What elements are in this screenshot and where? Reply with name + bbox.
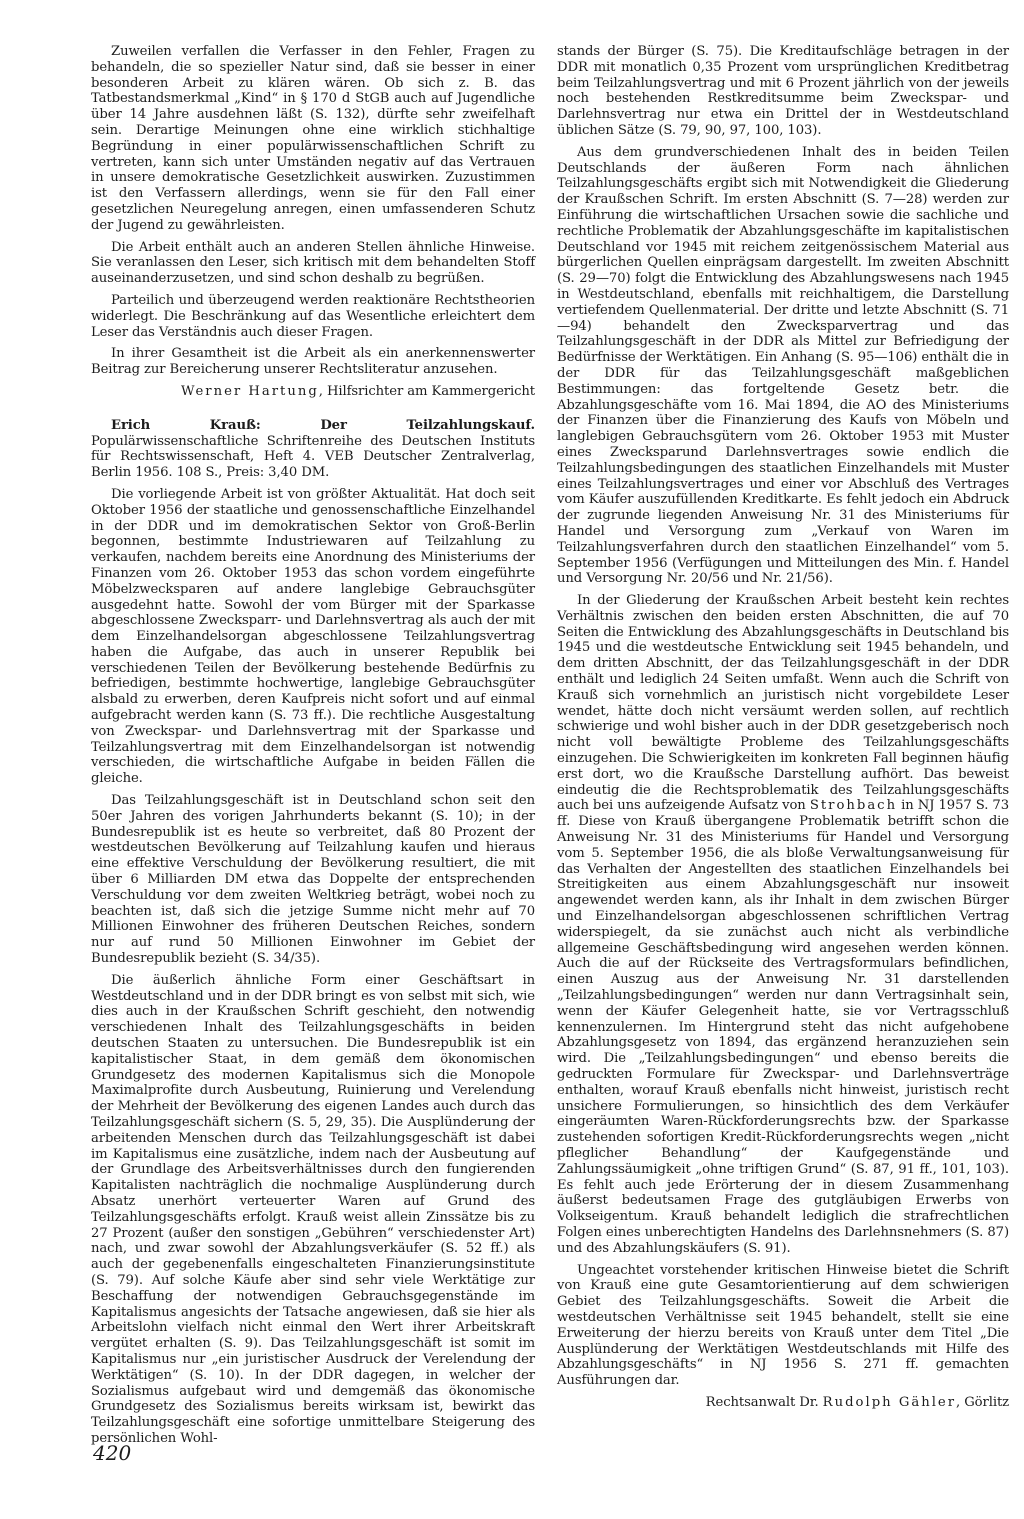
review-title: Erich Krauß: Der Teilzahlungskauf.: [111, 417, 535, 433]
cited-author: Strohbach: [809, 798, 898, 814]
reviewer-name: Werner Hartung: [181, 383, 319, 399]
reviewer-prefix: Rechtsanwalt Dr.: [705, 1394, 823, 1410]
reviewer-name: Rudolph Gähler: [822, 1394, 957, 1410]
paragraph: Ungeachtet vorstehender kritischen Hinweise bietet die Schrift von Krauß eine gute Gesamtorientierung auf dem schwierigen Gebiet des Teilzahlungsgeschäfts. Soweit die Arbeit die westdeutschen Verhältnisse seit 1945 behandelt, stellt sie eine Erweiterung der hierzu bereits von Krauß unter dem Titel „Die Ausplünderung der Werktätigen Westdeutschlands mit Hilfe des Abzahlungsgeschäfts“ in NJ 1956 S. 271 ff. gemachten Ausführungen dar.: [557, 1262, 1009, 1389]
right-column: [557, 44, 1009, 1411]
paragraph: Parteilich und überzeugend werden reaktionäre Rechtstheorien widerlegt. Die Beschränkung auf das Wesentliche erleichtert dem Leser das Verständnis auch dieser Fragen.: [91, 292, 535, 340]
paragraph: Aus dem grundverschiedenen Inhalt des in beiden Teilen Deutschlands der äußeren Form nach ähnlichen Teilzahlungsgeschäfts ergibt sich mit Notwendigkeit die Gliederung der Kraußschen Schrift. Im ersten Abschnitt (S. 7—28) werden zur Einführung die wirtschaftlichen Ursachen sowie die sachliche und rechtliche Problematik der Abzahlungsgeschäfte im kapitalistischen Deutschland vor 1945 mit reichem zeitgenössischem Material aus bürgerlichen Quellen einprägsam dargestellt. Im zweiten Abschnitt (S. 29—70) folgt die Entwicklung des Abzahlungswesens nach 1945 in Westdeutschland, ebenfalls mit reichhaltigem, die Darstellung vertiefendem Quellenmaterial. Der dritte und letzte Abschnitt (S. 71—94) behandelt den Zwecksparvertrag und das Teilzahlungsgeschäft in der DDR als Mittel zur Befriedigung der Bedürfnisse der Werktätigen. Ein Anhang (S. 95—106) enthält die in der DDR für das Teilzahlungsgeschäft maßgeblichen Bestimmungen: das fortgeltende Gesetz betr. die Abzahlungsgeschäfte vom 16. Mai 1894, die AO des Ministeriums der Finanzen über die Finanzierung des Kaufs von Möbeln und langlebigen Gebrauchsgütern vom 26. Oktober 1953 mit Muster eines Zwecksparund Darlehnsvertrages sowie endlich die Teilzahlungsbedingungen des staatlichen Einzelhandels mit Muster eines Teilzahlungsvertrages und einer vor Abschluß des Vertrages vom Käufer auszufüllenden Kreditkarte. Es fehlt jedoch ein Abdruck der zugrunde liegenden Anweisung Nr. 31 des Ministeriums für Handel und Versorgung zum „Verkauf von Waren im Teilzahlungsverfahren durch den staatlichen Einzelhandel“ vom 5. September 1956 (Verfügungen und Mitteilungen des Min. f. Handel und Versorgung Nr. 20/56 und Nr. 21/56).: [557, 144, 1010, 587]
paragraph: Die Arbeit enthält auch an anderen Stellen ähnliche Hinweise. Sie veranlassen den Leser, sich kritisch mit dem behandelten Stoff auseinanderzusetzen, und sind schon deshalb zu begrüßen.: [91, 239, 535, 287]
paragraph: In ihrer Gesamtheit ist die Arbeit als ein anerkennenswerter Beitrag zur Bereicherung unserer Rechtsliteratur anzusehen.: [91, 346, 535, 378]
reviewer-signature: [91, 384, 535, 400]
paragraph: stands der Bürger (S. 75). Die Kreditaufschläge betragen in der DDR mit monatlich 0,35 Prozent vom ursprünglichen Kreditbetrag beim Teilzahlungsvertrag und mit 6 Prozent jährlich von der jeweils noch bestehenden Restkreditsumme beim Zweckspar- und Darlehnsvertrag nur etwa ein Drittel der in Westdeutschland üblichen Sätze (S. 79, 90, 97, 100, 103).: [557, 44, 1009, 138]
paragraph-text: in NJ 1957 S. 73 ff. Diese von Krauß übergangene Problematik betrifft schon die Anweisung Nr. 31 des Ministeriums für Handel und Versorgung vom 5. September 1956, die als bloße Verwaltungsanweisung für das Verhalten der Angestellten des staatlichen Einzelhandels bei Streitigkeiten aus einem Abzahlungsgeschäft nur insoweit angewendet werden kann, als ihr Inhalt in dem zwischen Bürger und Einzelhandelsorgan abgeschlossenen schriftlichen Vertrag widerspiegelt, da sie zunächst auch nicht als verbindliche allgemeine Geschäftsbedingung wird angesehen werden können. Auch die auf der Rückseite des Vertragsformulars befindlichen, einen Auszug aus der Anweisung Nr. 31 darstellenden „Teilzahlungsbedingungen“ werden nur dann Vertragsinhalt sein, wenn der Käufer Gelegenheit hatte, sie vor Vertragsschluß kennenzulernen. Im Hintergrund steht das nicht aufgehobene Abzahlungsgesetz von 1894, das ergänzend heranzuziehen sein wird. Die „Teilzahlungsbedingungen“ und ebenso bereits die gedruckten Formulare für Zweckspar- und Darlehnsverträge enthalten, worauf Krauß ebenfalls nicht hinweist, juristisch recht unsichere Formulierungen, so hinsichtlich des dem Verkäufer eingeräumten Waren-Rückforderungsrechts bzw. der Sparkasse zustehenden sofortigen Kredit-Rückforderungsrechts wegen „nicht pfleglicher Behandlung“ der Kaufgegenstände und Zahlungssäumigkeit „ohne triftigen Grund“ (S. 87, 91 ff., 101, 103). Es fehlt auch jede Erörterung der in diesem Zusammenhang äußerst bedeutsamen Frage des gutgläubigen Erwerbs von Volkseigentum. Krauß behandelt lediglich die strafrechtlichen Folgen eines unberechtigten Handelns des Darlehnsnehmers (S. 87) und des Abzahlungskäufers (S. 91).: [557, 798, 1010, 1256]
paragraph: Die äußerlich ähnliche Form einer Geschäftsart in Westdeutschland und in der DDR bringt es von selbst mit sich, wie dies auch in der Kraußschen Schrift geschieht, den notwendig verschiedenen Inhalt des Teilzahlungsgeschäfts in beiden deutschen Staaten zu untersuchen. Die Bundesrepublik ist ein kapitalistischer Staat, in dem gemäß dem ökonomischen Grundgesetz des modernen Kapitalismus sich die Monopole Maximalprofite durch Ausbeutung, Ruinierung und Verelendung der Mehrheit der Bevölkerung des eigenen Landes auch durch das Teilzahlungsgeschäft sichern (S. 5, 29, 35). Die Ausplünderung der arbeitenden Menschen durch das Teilzahlungsgeschäft ist dabei im Kapitalismus eine zusätzliche, indem nach der Ausbeutung auf der Grundlage des Arbeitsverhältnisses durch den fungierenden Kapitalisten nachträglich die nochmalige Ausplünderung durch Absatz unerhört verteuerter Waren auf Grund des Teilzahlungsgeschäfts erfolgt. Krauß weist allein Zinssätze bis zu 27 Prozent (außer den sonstigen „Gebühren“ verschiedenster Art) nach, und zwar sowohl der Abzahlungsverkäufer (S. 52 ff.) als auch der gegebenenfalls eingeschalteten Finanzierungsinstitute (S. 79). Auf solche Käufe aber sind sehr viele Werktätige zur Beschaffung der notwendigen Gebrauchsgegenstände im Kapitalismus angesichts der Tatsache angewiesen, daß sie hier als Arbeitslohn vielfach nicht einmal den Wert ihrer Arbeitskraft vergütet erhalten (S. 9). Das Teilzahlungsgeschäft ist somit im Kapitalismus nur „ein juristischer Ausdruck der Verelendung der Werktätigen“ (S. 10). In der DDR dagegen, in welcher der Sozialismus aufgebaut wird und demgemäß das ökonomische Grundgesetz des Sozialismus bereits wirksam ist, bewirkt das Teilzahlungsgeschäft eine sofortige unmittelbare Steigerung des persönlichen Wohl-: [91, 972, 535, 1446]
paragraph: Die vorliegende Arbeit ist von größter Aktualität. Hat doch seit Oktober 1956 der staatliche und genossenschaftliche Einzelhandel in der DDR und im demokratischen Sektor von Groß-Berlin begonnen, bestimmte Industriewaren auf Teilzahlung zu verkaufen, nachdem bereits eine Anordnung des Ministeriums der Finanzen vom 26. Oktober 1953 das schon vordem eingeführte Möbelzwecksparen auf andere langlebige Gebrauchsgüter ausgedehnt hatte. Sowohl der vom Bürger mit der Sparkasse abgeschlossene Zwecksparr- und Darlehnsvertrag als auch der mit dem Einzelhandelsorgan abgeschlossene Teilzahlungsvertrag haben die Aufgabe, das auch in unserer Republik bei verschiedenen Teilen der Bevölkerung bestehende Bedürfnis zu befriedigen, bestimmte hochwertige, langlebige Gebrauchsgüter alsbald zu erwerben, deren Kaufpreis nicht sofort und auf einmal aufgebracht werden kann (S. 73 ff.). Die rechtliche Ausgestaltung von Zweckspar- und Darlehnsvertrag mit der Sparkasse und Teilzahlungsvertrag mit dem Einzelhandelsorgan ist notwendig verschieden, die wirtschaftliche Aufgabe in beiden Fällen die gleiche.: [91, 486, 535, 787]
reviewer-role: , Hilfsrichter am Kammergericht: [318, 383, 535, 399]
review-bibliography: Populärwissenschaftliche Schriftenreihe des Deutschen Instituts für Rechtswissenschaft, Heft 4. VEB Deutscher Zentralverlag, Berlin 1956. 108 S., Preis: 3,40 DM.: [91, 433, 535, 481]
paragraph: Das Teilzahlungsgeschäft ist in Deutschland schon seit den 50er Jahren des vorigen Jahrhunderts bekannt (S. 10); in der Bundesrepublik ist es heute so verbreitet, daß 80 Prozent der westdeutschen Bevölkerung auf Teilzahlung kaufen und hieraus eine effektive Verschuldung der Bevölkerung resultiert, die mit über 6 Milliarden DM etwa das Doppelte der entsprechenden Verschuldung vor dem zweiten Weltkrieg beträgt, wobei noch zu beachten ist, daß sich die jetzige Summe nicht mehr auf 70 Millionen Einwohner des früheren Deutschen Reiches, sondern nur auf rund 50 Millionen Einwohner im Gebiet der Bundesrepublik bezieht (S. 34/35).: [91, 793, 535, 967]
paragraph: Zuweilen verfallen die Verfasser in den Fehler, Fragen zu behandeln, die so spezieller Natur sind, daß sie besser in einer besonderen Arbeit zu klären wären. Ob sich z. B. das Tatbestandsmerkmal „Kind“ in § 170 d StGB auch auf Jugendliche über 14 Jahre ausdehnen läßt (S. 132), dürfte sehr zweifelhaft sein. Derartige Meinungen ohne eine wirklich stichhaltige Begründung in einer populärwissenschaftlichen Schrift zu vertreten, kann sich unter Umständen negativ auf das Vertrauen in unsere demokratische Gesetzlichkeit auswirken. Zuzustimmen ist den Verfassern allerdings, wenn sie für den Fall einer gesetzlichen Neuregelung anregen, einen umfassenderen Schutz der Jugend zu gewährleisten.: [91, 44, 535, 233]
page-number: 420: [93, 1441, 132, 1465]
left-column: [91, 44, 535, 1447]
reviewer-signature: [557, 1395, 1009, 1411]
paragraph: [557, 593, 1009, 1256]
review-heading: [91, 418, 535, 481]
paragraph-text: In der Gliederung der Kraußschen Arbeit besteht kein rechtes Verhältnis zwischen den beiden ersten Abschnitten, die auf 70 Seiten die Entwicklung des Abzahlungsgeschäfts in Deutschland bis 1945 und die westdeutsche Entwicklung seit 1945 behandeln, und dem dritten Abschnitt, der das Teilzahlungsgeschäft in der DDR enthält und lediglich 24 Seiten umfaßt. Wenn auch die Schrift von Krauß sich vornehmlich an juristisch nicht vorgebildete Leser wendet, hätte doch nicht versäumt werden sollen, auf rechtlich schwierige und wohl bisher auch in der DDR gesetzgeberisch noch nicht voll bewältigte Probleme des Teilzahlungsgeschäfts einzugehen. Die Schwierigkeiten im konkreten Fall beginnen häufig erst dort, wo die Kraußsche Darstellung aufhört. Das beweist eindeutig die die Rechtsproblematik des Teilzahlungsgeschäfts auch bei uns aufzeigende Aufsatz von: [557, 593, 1009, 814]
reviewer-place: , Görlitz: [956, 1394, 1009, 1410]
